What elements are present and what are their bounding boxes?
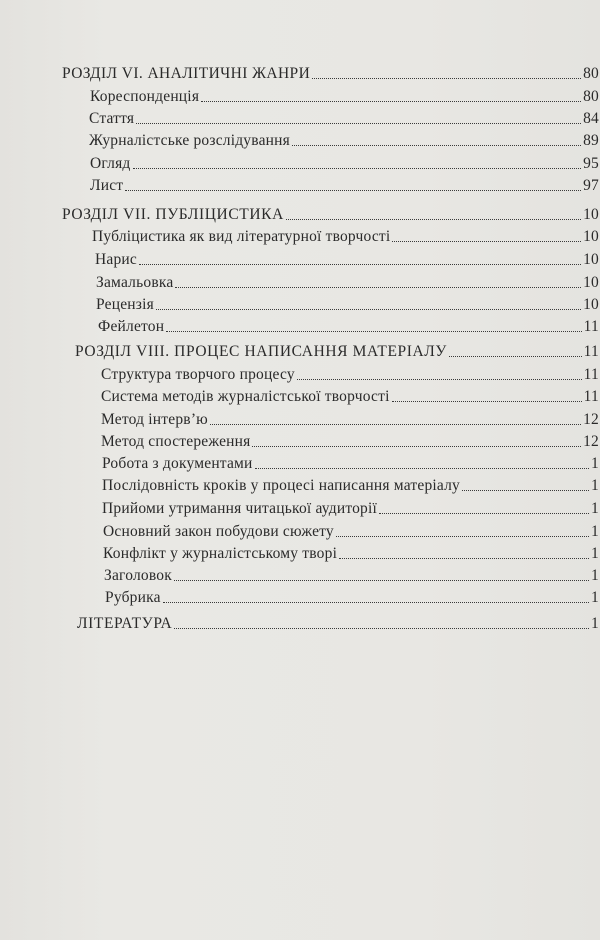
- toc-entry: [90, 151, 599, 173]
- toc-entry: [102, 473, 599, 495]
- toc-entry-page: 1: [591, 500, 599, 517]
- toc-entry-page: 1: [591, 477, 599, 494]
- toc-entry: [96, 270, 599, 292]
- toc-entry-page: 11: [583, 366, 599, 383]
- toc-entry-title: Основний закон побудови сюжету: [103, 523, 334, 540]
- toc-entry-section-vi: [62, 61, 599, 83]
- toc-entry-title: ЛІТЕРАТУРА: [77, 615, 173, 632]
- toc-entry-section-vii: [62, 202, 599, 224]
- toc-entry-title: Фейлетон: [98, 318, 165, 335]
- toc-entry-page: 10: [583, 274, 599, 291]
- toc-entry-title: Стаття: [89, 110, 135, 127]
- toc-entry-page: 10: [583, 296, 599, 313]
- toc-entry-title: Конфлікт у журналістському творі: [103, 545, 338, 562]
- toc-entry-page: 10: [583, 228, 599, 245]
- toc-entry: [89, 106, 599, 128]
- dot-leader: [392, 401, 582, 402]
- dot-leader: [255, 468, 589, 469]
- toc-entry-title: Структура творчого процесу: [101, 366, 295, 383]
- dot-leader: [174, 580, 589, 581]
- toc-entry-title: РОЗДІЛ VI. АНАЛІТИЧНІ ЖАНРИ: [62, 65, 311, 82]
- toc-entry-title: Робота з документами: [102, 455, 253, 472]
- dot-leader: [166, 331, 581, 332]
- dot-leader: [136, 123, 581, 124]
- toc-entry-title: Журналістське розслідування: [89, 132, 290, 149]
- toc-entry: [101, 384, 599, 406]
- toc-entry-page: 10: [583, 251, 599, 268]
- toc-entry-page: 1: [591, 545, 599, 562]
- dot-leader: [139, 264, 581, 265]
- toc-entry: [95, 247, 599, 269]
- toc-entry-page: 10: [583, 206, 599, 223]
- toc-entry: [101, 407, 599, 429]
- toc-entry: [90, 84, 599, 106]
- dot-leader: [175, 287, 581, 288]
- dot-leader: [297, 379, 582, 380]
- toc-entry: [98, 314, 599, 336]
- toc-entry: [96, 292, 599, 314]
- toc-entry-page: 1: [591, 455, 599, 472]
- toc-entry-page: 11: [583, 388, 599, 405]
- dot-leader: [210, 424, 581, 425]
- toc-entry-page: 1: [591, 567, 599, 584]
- dot-leader: [379, 513, 589, 514]
- toc-entry-title: РОЗДІЛ VII. ПУБЛІЦИСТИКА: [62, 206, 284, 223]
- toc-entry-title: Прийоми утримання читацької аудиторії: [102, 500, 378, 517]
- toc-entry-page: 12: [583, 433, 599, 450]
- toc-entry: [92, 224, 599, 246]
- toc-entry-page: 97: [583, 177, 599, 194]
- dot-leader: [462, 490, 589, 491]
- dot-leader: [156, 309, 581, 310]
- toc-entry: [103, 519, 599, 541]
- toc-entry-page: 89: [583, 132, 599, 149]
- dot-leader: [133, 168, 582, 169]
- toc-entry-page: 1: [591, 589, 599, 606]
- dot-leader: [286, 219, 581, 220]
- dot-leader: [449, 356, 582, 357]
- toc-entry-page: 11: [583, 343, 599, 360]
- dot-leader: [163, 602, 589, 603]
- dot-leader: [336, 536, 589, 537]
- toc-entry: [102, 496, 599, 518]
- toc-entry-title: Метод спостереження: [101, 433, 251, 450]
- toc-entry-page: 1: [591, 523, 599, 540]
- toc-entry: [104, 563, 599, 585]
- toc-entry: [102, 451, 599, 473]
- toc-entry: [89, 128, 599, 150]
- toc-entry-title: Нарис: [95, 251, 137, 268]
- dot-leader: [252, 446, 581, 447]
- toc-entry: [105, 585, 599, 607]
- toc-entry-page: 12: [583, 411, 599, 428]
- toc-entry-title: Лист: [90, 177, 124, 194]
- toc-entry-title: Кореспонденція: [90, 88, 200, 105]
- toc-entry-title: Заголовок: [104, 567, 172, 584]
- dot-leader: [125, 190, 581, 191]
- toc-entry-title: Система методів журналістської творчості: [101, 388, 390, 405]
- dot-leader: [174, 628, 589, 629]
- dot-leader: [312, 78, 581, 79]
- toc-entry: [103, 541, 599, 563]
- toc-entry-page: 1: [591, 615, 599, 632]
- toc-entry-page: 84: [583, 110, 599, 127]
- toc-entry-title: Метод інтерв’ю: [101, 411, 208, 428]
- toc-entry-title: Послідовність кроків у процесі написання матеріалу: [102, 477, 461, 494]
- dot-leader: [392, 241, 581, 242]
- toc-entry-title: Публіцистика як вид літературної творчості: [92, 228, 391, 245]
- toc-entry-title: Замальовка: [96, 274, 174, 291]
- toc-entry-title: Рубрика: [105, 589, 161, 606]
- toc-entry-page: 95: [583, 155, 599, 172]
- toc-entry-references: [77, 611, 599, 633]
- dot-leader: [201, 101, 581, 102]
- dot-leader: [339, 558, 589, 559]
- dot-leader: [292, 145, 581, 146]
- toc-entry-page: 80: [583, 88, 599, 105]
- toc-entry-title: РОЗДІЛ VIII. ПРОЦЕС НАПИСАННЯ МАТЕРІАЛУ: [75, 343, 447, 360]
- toc-entry-title: Огляд: [90, 155, 131, 172]
- toc-entry-section-viii: [75, 339, 599, 361]
- toc-entry-page: 80: [583, 65, 599, 82]
- toc-entry: [90, 173, 599, 195]
- toc-entry-title: Рецензія: [96, 296, 154, 313]
- toc-entry: [101, 362, 599, 384]
- toc-entry: [101, 429, 599, 451]
- toc-entry-page: 11: [583, 318, 599, 335]
